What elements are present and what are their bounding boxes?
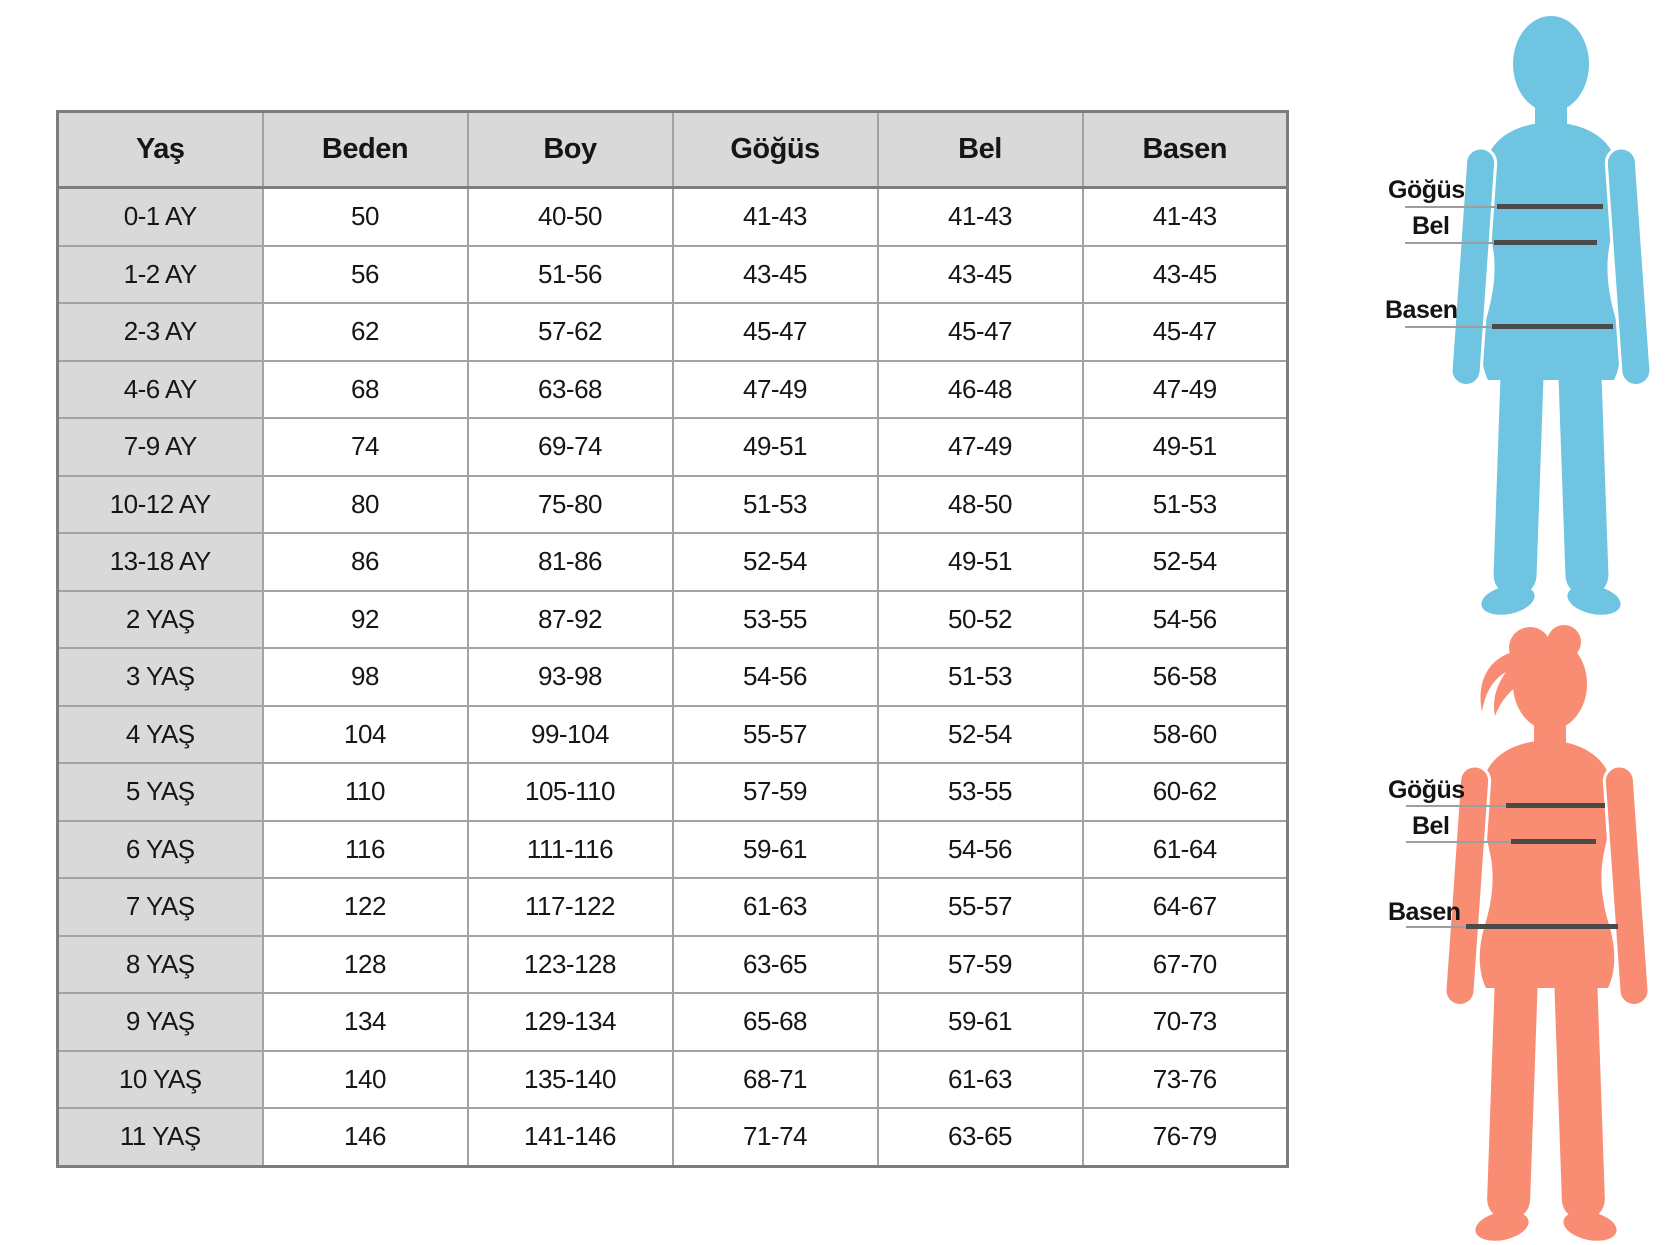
table-cell: 69-74 — [468, 418, 673, 476]
row-label-cell: 10-12 AY — [58, 476, 263, 534]
row-label-cell: 9 YAŞ — [58, 993, 263, 1051]
table-cell: 62 — [263, 303, 468, 361]
row-label-cell: 7 YAŞ — [58, 878, 263, 936]
table-cell: 98 — [263, 648, 468, 706]
table-row — [58, 1051, 1288, 1109]
table-cell: 135-140 — [468, 1051, 673, 1109]
row-label-cell: 0-1 AY — [58, 188, 263, 246]
table-row — [58, 993, 1288, 1051]
table-row — [58, 763, 1288, 821]
table-row — [58, 1108, 1288, 1166]
table-cell: 51-53 — [878, 648, 1083, 706]
column-header: Göğüs — [673, 112, 878, 188]
table-row — [58, 188, 1288, 246]
table-row — [58, 706, 1288, 764]
table-cell: 55-57 — [878, 878, 1083, 936]
row-label-cell: 1-2 AY — [58, 246, 263, 304]
table-cell: 46-48 — [878, 361, 1083, 419]
girl-waist-label: Bel — [1412, 812, 1450, 840]
table-cell: 68-71 — [673, 1051, 878, 1109]
row-label-cell: 8 YAŞ — [58, 936, 263, 994]
table-cell: 49-51 — [673, 418, 878, 476]
column-header: Basen — [1083, 112, 1288, 188]
boy-chest-line-dark — [1497, 204, 1603, 209]
table-cell: 54-56 — [878, 821, 1083, 879]
table-cell: 57-59 — [673, 763, 878, 821]
table-cell: 87-92 — [468, 591, 673, 649]
boy-chest-label: Göğüs — [1388, 176, 1465, 204]
table-cell: 67-70 — [1083, 936, 1288, 994]
table-cell: 81-86 — [468, 533, 673, 591]
table-row — [58, 648, 1288, 706]
table-cell: 45-47 — [878, 303, 1083, 361]
table-cell: 63-65 — [878, 1108, 1083, 1166]
boy-waist-label: Bel — [1412, 212, 1450, 240]
girl-right-leg — [1552, 949, 1607, 1222]
table-cell: 52-54 — [1083, 533, 1288, 591]
table-cell: 47-49 — [1083, 361, 1288, 419]
table-cell: 60-62 — [1083, 763, 1288, 821]
row-label-cell: 2-3 AY — [58, 303, 263, 361]
table-cell: 54-56 — [673, 648, 878, 706]
row-label-cell: 7-9 AY — [58, 418, 263, 476]
table-cell: 141-146 — [468, 1108, 673, 1166]
table-cell: 70-73 — [1083, 993, 1288, 1051]
table-cell: 80 — [263, 476, 468, 534]
girl-torso — [1480, 740, 1615, 988]
table-cell: 56-58 — [1083, 648, 1288, 706]
table-cell: 93-98 — [468, 648, 673, 706]
table-cell: 61-63 — [878, 1051, 1083, 1109]
table-cell: 117-122 — [468, 878, 673, 936]
table-cell: 59-61 — [673, 821, 878, 879]
row-label-cell: 4-6 AY — [58, 361, 263, 419]
table-cell: 51-56 — [468, 246, 673, 304]
table-cell: 49-51 — [1083, 418, 1288, 476]
table-cell: 47-49 — [673, 361, 878, 419]
column-header: Boy — [468, 112, 673, 188]
table-cell: 47-49 — [878, 418, 1083, 476]
table-cell: 43-45 — [673, 246, 878, 304]
table-cell: 54-56 — [1083, 591, 1288, 649]
table-cell: 50 — [263, 188, 468, 246]
boy-waist-line-dark — [1494, 240, 1597, 245]
table-cell: 58-60 — [1083, 706, 1288, 764]
table-cell: 48-50 — [878, 476, 1083, 534]
size-chart-table — [56, 110, 1289, 1168]
row-label-cell: 6 YAŞ — [58, 821, 263, 879]
table-row — [58, 591, 1288, 649]
table-cell: 68 — [263, 361, 468, 419]
table-cell: 105-110 — [468, 763, 673, 821]
boy-hip-label: Basen — [1385, 296, 1458, 324]
table-cell: 74 — [263, 418, 468, 476]
table-cell: 104 — [263, 706, 468, 764]
table-cell: 71-74 — [673, 1108, 878, 1166]
row-label-cell: 2 YAŞ — [58, 591, 263, 649]
table-cell: 51-53 — [1083, 476, 1288, 534]
table-cell: 52-54 — [878, 706, 1083, 764]
column-header: Bel — [878, 112, 1083, 188]
girl-head — [1513, 638, 1587, 730]
row-label-cell: 13-18 AY — [58, 533, 263, 591]
table-row — [58, 418, 1288, 476]
table-cell: 41-43 — [1083, 188, 1288, 246]
table-cell: 134 — [263, 993, 468, 1051]
row-label-cell: 11 YAŞ — [58, 1108, 263, 1166]
table-cell: 40-50 — [468, 188, 673, 246]
girl-chest-label: Göğüs — [1388, 776, 1465, 804]
table-cell: 64-67 — [1083, 878, 1288, 936]
row-label-cell: 10 YAŞ — [58, 1051, 263, 1109]
table-cell: 41-43 — [673, 188, 878, 246]
table-row — [58, 476, 1288, 534]
table-cell: 63-65 — [673, 936, 878, 994]
table-cell: 57-62 — [468, 303, 673, 361]
girl-left-leg — [1485, 949, 1540, 1222]
girl-chest-line-dark — [1506, 803, 1605, 808]
table-row — [58, 878, 1288, 936]
table-cell: 76-79 — [1083, 1108, 1288, 1166]
boy-figure-silhouette — [1440, 8, 1662, 620]
table-row — [58, 246, 1288, 304]
table-cell: 45-47 — [673, 303, 878, 361]
row-label-cell: 3 YAŞ — [58, 648, 263, 706]
row-label-cell: 4 YAŞ — [58, 706, 263, 764]
table-row — [58, 821, 1288, 879]
table-cell: 43-45 — [878, 246, 1083, 304]
table-cell: 110 — [263, 763, 468, 821]
table-row — [58, 533, 1288, 591]
table-cell: 59-61 — [878, 993, 1083, 1051]
table-cell: 43-45 — [1083, 246, 1288, 304]
table-cell: 75-80 — [468, 476, 673, 534]
girl-hip-label: Basen — [1388, 898, 1461, 926]
table-cell: 128 — [263, 936, 468, 994]
girl-waist-line-dark — [1511, 839, 1596, 844]
table-row — [58, 303, 1288, 361]
table-cell: 86 — [263, 533, 468, 591]
table-cell: 52-54 — [673, 533, 878, 591]
table-cell: 51-53 — [673, 476, 878, 534]
table-cell: 122 — [263, 878, 468, 936]
column-header: Beden — [263, 112, 468, 188]
table-cell: 55-57 — [673, 706, 878, 764]
table-cell: 129-134 — [468, 993, 673, 1051]
table-cell: 140 — [263, 1051, 468, 1109]
table-cell: 53-55 — [878, 763, 1083, 821]
table-header — [58, 112, 1288, 188]
table-cell: 63-68 — [468, 361, 673, 419]
table-cell: 92 — [263, 591, 468, 649]
table-cell: 99-104 — [468, 706, 673, 764]
table-cell: 57-59 — [878, 936, 1083, 994]
girl-hip-line-dark — [1466, 924, 1618, 929]
table-cell: 73-76 — [1083, 1051, 1288, 1109]
table-cell: 61-64 — [1083, 821, 1288, 879]
table-cell: 116 — [263, 821, 468, 879]
table-cell: 146 — [263, 1108, 468, 1166]
boy-head — [1513, 16, 1589, 112]
table-row — [58, 361, 1288, 419]
girl-figure-silhouette — [1428, 620, 1666, 1245]
table-body — [58, 188, 1288, 1167]
header-row — [58, 112, 1288, 188]
table-cell: 111-116 — [468, 821, 673, 879]
table-cell: 65-68 — [673, 993, 878, 1051]
table-cell: 50-52 — [878, 591, 1083, 649]
table-cell: 56 — [263, 246, 468, 304]
table-cell: 45-47 — [1083, 303, 1288, 361]
table-row — [58, 936, 1288, 994]
table-cell: 123-128 — [468, 936, 673, 994]
row-label-cell: 5 YAŞ — [58, 763, 263, 821]
table-cell: 49-51 — [878, 533, 1083, 591]
column-header: Yaş — [58, 112, 263, 188]
table-cell: 61-63 — [673, 878, 878, 936]
boy-hip-line-dark — [1492, 324, 1613, 329]
table-cell: 53-55 — [673, 591, 878, 649]
table-cell: 41-43 — [878, 188, 1083, 246]
boy-torso — [1482, 122, 1621, 380]
